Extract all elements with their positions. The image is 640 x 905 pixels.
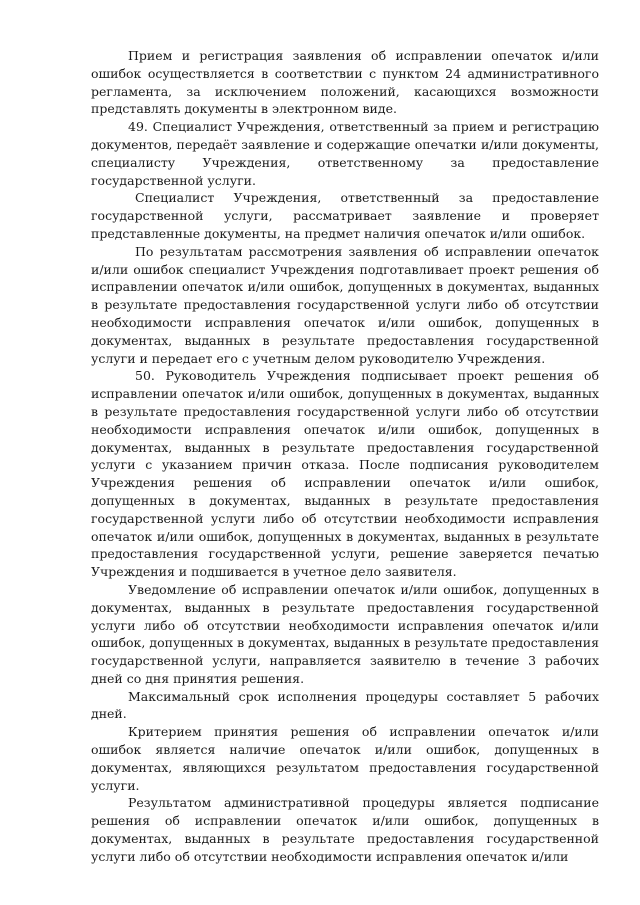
paragraph-notification: Уведомление об исправлении опечаток и/или ошибок, допущенных в документах, выданных в результате предоставления государственной услуги либо об отсутствии необходимости исправления опечаток и/или ошибок, допущенных в документах, выданных в результате предоставления государственной услуги, направляется заявителю в течение 3 рабочих дней со дня принятия решения. bbox=[91, 581, 599, 686]
paragraph-item-50: 50. Руководитель Учреждения подписывает проект решения об исправлении опечаток и/или ошибок, допущенных в документах, выданных в результате предоставления государственной услуги либо об отсутствии необходимости исправления опечаток и/или ошибок, допущенных в документах, выданных в результате предоставления государственной услуги с указанием причин отказа. После подписания руководителем Учреждения решения об исправлении опечаток и/или ошибок, допущенных в документах, выданных в результате предоставления государственной услуги либо об отсутствии необходимости исправления опечаток и/или ошибок, допущенных в документах, выданных в результате предоставления государственной услуги, решение заверяется печатью Учреждения и подшивается в учетное дело заявителя. bbox=[91, 368, 599, 580]
paragraph-specialist-review: Специалист Учреждения, ответственный за предоставление государственной услуги, рассматривает заявление и проверяет представленные документы, на предмет наличия опечаток и/или ошибок. bbox=[91, 190, 599, 241]
paragraph-review-results: По результатам рассмотрения заявления об исправлении опечаток и/или ошибок специалист Учреждения подготавливает проект решения об исправлении опечаток и/или ошибок, допущенных в документах, выданных в результате предоставления государственной услуги либо об отсутствии необходимости исправления опечаток и/или ошибок, допущенных в документах, выданных в результате предоставления государственной услуги и передает его с учетным делом руководителю Учреждения. bbox=[91, 243, 599, 366]
paragraph-procedure-result: Результатом административной процедуры является подписание решения об исправлении опечаток и/или ошибок, допущенных в документах, выданных в результате предоставления государственной услуги либо об отсутствии необходимости исправления опечаток и/или bbox=[91, 795, 599, 864]
paragraph-decision-criterion: Критерием принятия решения об исправлении опечаток и/или ошибок является наличие опечаток и/или ошибок, допущенных в документах, являющихся результатом предоставления государственной услуги. bbox=[91, 724, 599, 793]
document-body bbox=[91, 47, 599, 866]
paragraph-item-49: 49. Специалист Учреждения, ответственный за прием и регистрацию документов, передаёт заявление и содержащие опечатки и/или документы, специалисту Учреждения, ответственному за предоставление государственной услуги. bbox=[91, 119, 599, 188]
paragraph-max-duration: Максимальный срок исполнения процедуры составляет 5 рабочих дней. bbox=[91, 688, 599, 722]
paragraph-reception-registration: Прием и регистрация заявления об исправлении опечаток и/или ошибок осуществляется в соответствии с пунктом 24 административного регламента, за исключением положений, касающихся возможности представлять документы в электронном виде. bbox=[91, 48, 599, 117]
